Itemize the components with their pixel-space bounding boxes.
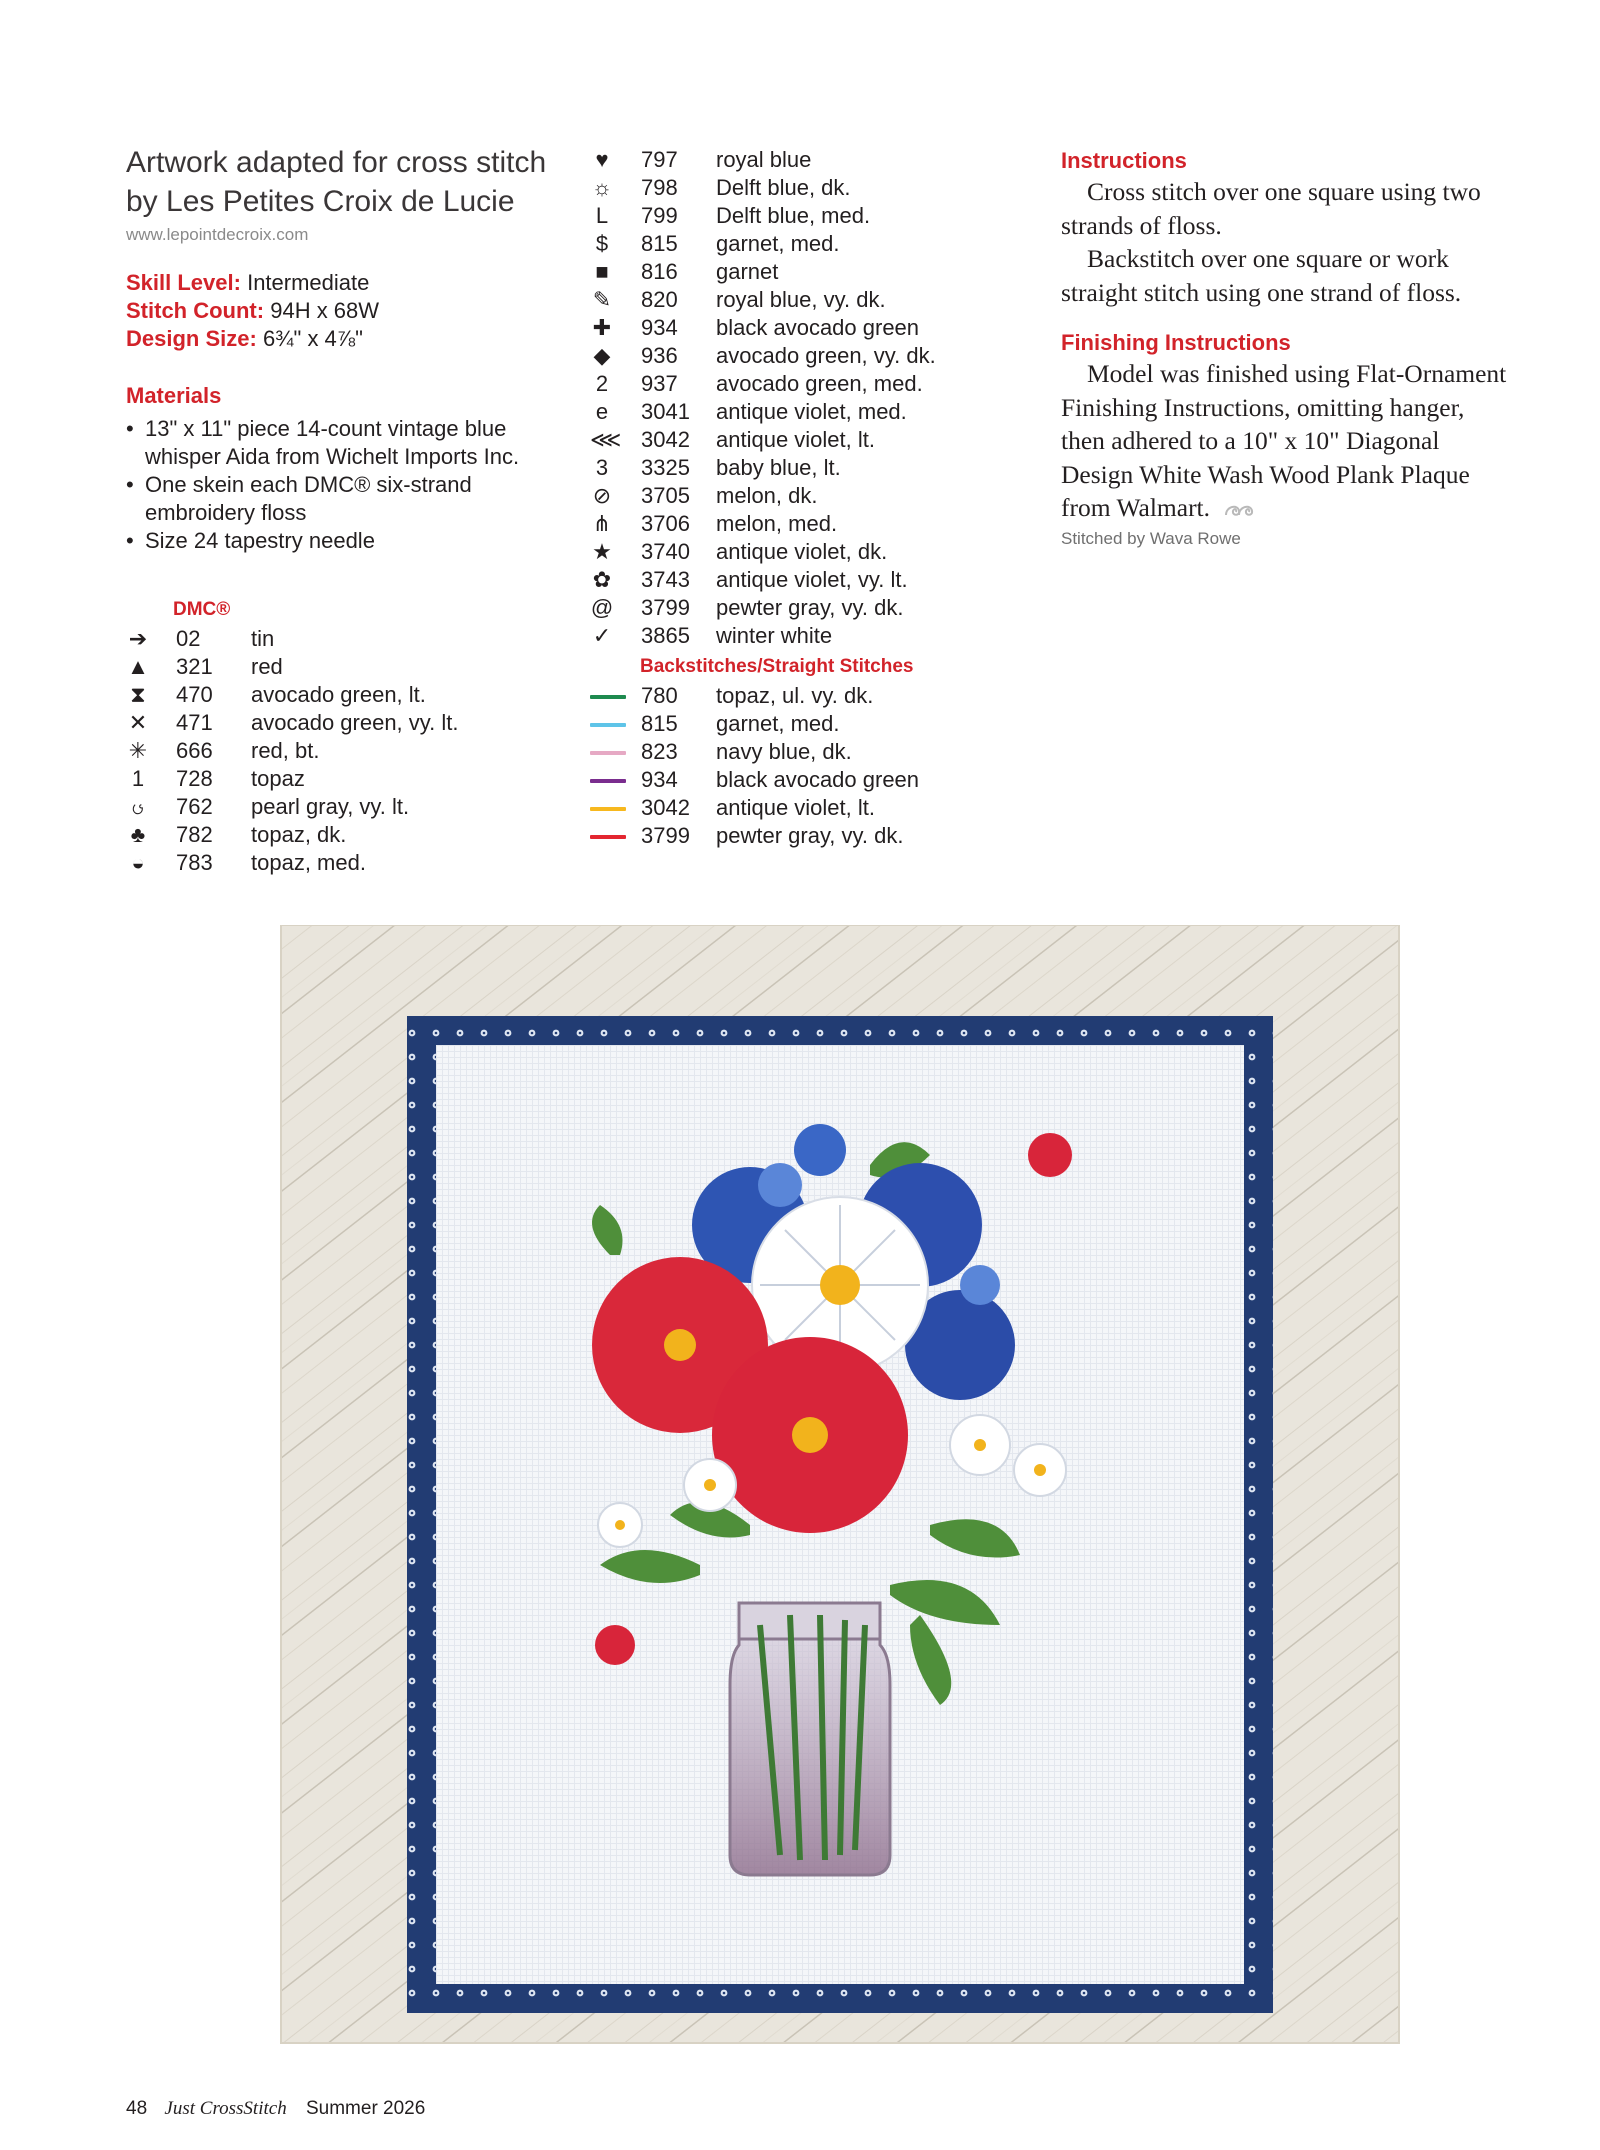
- stitch-symbol-icon: 2: [595, 371, 609, 396]
- materials-item: • 13" x 11" piece 14-count vintage blue whisper Aida from Wichelt Imports Inc.: [126, 415, 566, 471]
- color-name: tin: [251, 626, 275, 651]
- end-mark-icon: [1222, 500, 1256, 520]
- credits-column: [126, 143, 566, 877]
- dmc-number: 782: [176, 822, 213, 847]
- key-row: [590, 566, 990, 594]
- key-row: [126, 821, 566, 849]
- color-name: pearl gray, vy. lt.: [251, 794, 410, 819]
- color-name: avocado green, med.: [716, 371, 923, 396]
- key-row: [590, 482, 990, 510]
- stitch-symbol-icon: ▲: [127, 654, 149, 679]
- stitch-count-value: 94H x 68W: [270, 298, 380, 323]
- backstitch-row: [590, 822, 990, 850]
- design-size-value: 6¾" x 4⅞": [262, 326, 363, 351]
- backstitch-row: [590, 794, 990, 822]
- stitch-symbol-icon: @: [590, 595, 614, 620]
- dmc-number: 3042: [641, 795, 690, 820]
- backstitch-heading: Backstitches/Straight Stitches: [640, 656, 914, 677]
- instructions-text-2: Backstitch over one square or work straight stitch using one strand of floss.: [1061, 244, 1462, 307]
- key-row: [590, 370, 990, 398]
- design-specs: [126, 269, 566, 353]
- dmc-number: 3705: [641, 483, 690, 508]
- key-row: [590, 510, 990, 538]
- skill-level-label: Skill Level:: [126, 270, 241, 295]
- stitch-symbol-icon: ✿: [592, 567, 612, 592]
- line-color-swatch: [590, 751, 626, 755]
- dmc-number: 3041: [641, 399, 690, 424]
- color-name: avocado green, vy. dk.: [716, 343, 936, 368]
- dmc-number: 780: [641, 683, 678, 708]
- stitch-symbol-icon: ■: [595, 259, 609, 284]
- color-name: black avocado green: [716, 315, 920, 340]
- key-row: [590, 230, 990, 258]
- stitch-symbol-icon: ⋔: [592, 511, 612, 536]
- stitch-symbol-icon: $: [595, 231, 609, 256]
- stitch-symbol-icon: ⊘: [592, 483, 612, 508]
- key-row: [126, 625, 566, 653]
- dmc-number: 470: [176, 682, 213, 707]
- finishing-text: Model was finished using Flat-Ornament Finishing Instructions, omitting hanger, then adhered to a 10" x 10" Diagonal Design White Wash Wood Plank Plaque from Walmart.: [1061, 359, 1507, 522]
- color-name: pewter gray, vy. dk.: [716, 595, 904, 620]
- color-name: Delft blue, med.: [716, 203, 871, 228]
- instructions-heading: Instructions: [1061, 148, 1187, 173]
- key-row: [590, 454, 990, 482]
- color-name: topaz, ul. vy. dk.: [716, 683, 874, 708]
- dmc-number: 816: [641, 259, 678, 284]
- color-name: antique violet, med.: [716, 399, 907, 424]
- artwork-credit-line1: Artwork adapted for cross stitch: [126, 146, 547, 179]
- skill-level-value: Intermediate: [247, 270, 370, 295]
- key-row: [590, 314, 990, 342]
- page-footer: [126, 2098, 425, 2120]
- dmc-number: 3743: [641, 567, 690, 592]
- line-color-swatch: [590, 723, 626, 727]
- stitch-symbol-icon: ◒: [131, 850, 145, 875]
- stitch-symbol-icon: 1: [131, 766, 145, 791]
- color-name: antique violet, lt.: [716, 795, 875, 820]
- color-name: topaz, med.: [251, 850, 366, 875]
- materials-item: • One skein each DMC® six-strand embroidery floss: [126, 471, 566, 527]
- stitch-count-label: Stitch Count:: [126, 298, 265, 323]
- key-row: [590, 202, 990, 230]
- instructions-text-1: Cross stitch over one square using two strands of floss.: [1061, 177, 1481, 240]
- stitch-symbol-icon: ★: [592, 539, 612, 564]
- backstitch-row: [590, 738, 990, 766]
- stitch-symbol-icon: L: [595, 203, 609, 228]
- color-name: pewter gray, vy. dk.: [716, 823, 904, 848]
- backstitch-list: [590, 682, 990, 850]
- color-name: topaz: [251, 766, 305, 791]
- key-row: [590, 622, 990, 650]
- color-name: avocado green, vy. lt.: [251, 710, 459, 735]
- color-name: baby blue, lt.: [716, 455, 841, 480]
- stitch-symbol-icon: ⋘: [590, 427, 622, 452]
- stitch-symbol-icon: 3: [595, 455, 609, 480]
- mason-jar: [730, 1603, 890, 1875]
- finishing-paragraph: [1061, 357, 1511, 525]
- stitch-symbol-icon: ➔: [128, 626, 148, 651]
- stitch-symbol-icon: ✚: [592, 315, 612, 340]
- backstitch-row: [590, 710, 990, 738]
- key-row: [590, 174, 990, 202]
- line-color-swatch: [590, 835, 626, 839]
- dmc-number: 3706: [641, 511, 690, 536]
- plaque-illustration: [280, 925, 1400, 2045]
- design-size: [126, 325, 566, 353]
- dmc-number: 823: [641, 739, 678, 764]
- dmc-number: 798: [641, 175, 678, 200]
- color-name: melon, med.: [716, 511, 838, 536]
- color-name: garnet, med.: [716, 711, 840, 736]
- key-row: [590, 286, 990, 314]
- key-row: [126, 737, 566, 765]
- backstitch-row: [590, 766, 990, 794]
- dmc-number: 3865: [641, 623, 690, 648]
- color-name: Delft blue, dk.: [716, 175, 851, 200]
- instructions-column: [1061, 147, 1511, 549]
- key-row: [126, 653, 566, 681]
- color-name: red: [251, 654, 283, 679]
- materials-item: • Size 24 tapestry needle: [126, 527, 566, 555]
- stitch-symbol-icon: ၒ: [131, 794, 145, 819]
- color-name: red, bt.: [251, 738, 320, 763]
- color-name: winter white: [716, 623, 833, 648]
- dmc-number: 820: [641, 287, 678, 312]
- skill-level: [126, 269, 566, 297]
- materials-list: [126, 415, 566, 555]
- stitch-symbol-icon: ♥: [595, 147, 609, 172]
- color-name: black avocado green: [716, 767, 920, 792]
- color-name: royal blue, vy. dk.: [716, 287, 886, 312]
- key-row: [126, 793, 566, 821]
- stitch-symbol-icon: ✕: [128, 710, 148, 735]
- color-name: navy blue, dk.: [716, 739, 852, 764]
- stitch-symbol-icon: ✓: [592, 623, 612, 648]
- line-color-swatch: [590, 807, 626, 811]
- color-name: garnet, med.: [716, 231, 840, 256]
- key-row: [590, 398, 990, 426]
- stitch-symbol-icon: ♣: [130, 822, 146, 847]
- color-name: antique violet, lt.: [716, 427, 875, 452]
- backstitch-row: [590, 682, 990, 710]
- key-row: [126, 709, 566, 737]
- dmc-number: 3325: [641, 455, 690, 480]
- stitch-symbol-icon: ✎: [592, 287, 612, 312]
- dmc-number: 934: [641, 315, 678, 340]
- stitch-count: [126, 297, 566, 325]
- dmc-number: 815: [641, 711, 678, 736]
- key-row: [590, 538, 990, 566]
- color-name: avocado green, lt.: [251, 682, 426, 707]
- line-color-swatch: [590, 695, 626, 699]
- instructions-paragraph-2: [1061, 242, 1511, 309]
- artwork-credit-line2: by Les Petites Croix de Lucie: [126, 185, 515, 218]
- key-row: [126, 849, 566, 877]
- stitched-by-credit: Stitched by Wava Rowe: [1061, 528, 1241, 548]
- stitch-symbol-icon: ✳: [128, 738, 148, 763]
- magazine-name: Just CrossStitch: [164, 2098, 287, 2119]
- color-name: melon, dk.: [716, 483, 818, 508]
- color-name: antique violet, dk.: [716, 539, 888, 564]
- dmc-number: 783: [176, 850, 213, 875]
- issue-date: Summer 2026: [305, 2098, 426, 2119]
- key-row: [590, 594, 990, 622]
- dmc-number: 797: [641, 147, 678, 172]
- key-row: [590, 146, 990, 174]
- line-color-swatch: [590, 779, 626, 783]
- stitch-symbol-icon: e: [595, 399, 609, 424]
- color-name: royal blue: [716, 147, 812, 172]
- color-name: garnet: [716, 259, 779, 284]
- color-key-list-2: [590, 146, 990, 650]
- dmc-number: 937: [641, 371, 678, 396]
- dmc-number: 3042: [641, 427, 690, 452]
- design-size-label: Design Size:: [126, 326, 257, 351]
- key-row: [126, 765, 566, 793]
- materials-heading: Materials: [126, 383, 222, 408]
- finishing-heading: Finishing Instructions: [1061, 330, 1291, 355]
- stitch-symbol-icon: ◆: [593, 343, 611, 368]
- dmc-number: 321: [176, 654, 213, 679]
- dmc-number: 02: [176, 626, 201, 651]
- color-key-list-1: [126, 625, 566, 877]
- dmc-number: 3740: [641, 539, 690, 564]
- dmc-number: 3799: [641, 823, 690, 848]
- finished-piece-photo: [280, 925, 1400, 2045]
- key-row: [126, 681, 566, 709]
- key-row: [590, 342, 990, 370]
- dmc-number: 728: [176, 766, 213, 791]
- dmc-number: 3799: [641, 595, 690, 620]
- page-number: 48: [126, 2098, 148, 2119]
- dmc-key-heading: DMC®: [173, 599, 231, 620]
- dmc-number: 471: [176, 710, 213, 735]
- key-row: [590, 426, 990, 454]
- dmc-number: 815: [641, 231, 678, 256]
- key-row: [590, 258, 990, 286]
- stitch-symbol-icon: ⧗: [130, 682, 146, 707]
- instructions-paragraph-1: [1061, 175, 1511, 242]
- dmc-number: 934: [641, 767, 678, 792]
- color-name: antique violet, vy. lt.: [716, 567, 908, 592]
- dmc-number: 762: [176, 794, 213, 819]
- dmc-number: 666: [176, 738, 213, 763]
- dmc-number: 799: [641, 203, 678, 228]
- dmc-number: 936: [641, 343, 678, 368]
- color-name: topaz, dk.: [251, 822, 347, 847]
- stitch-symbol-icon: ☼: [591, 175, 613, 200]
- color-key-column: [590, 146, 990, 850]
- designer-url[interactable]: www.lepointdecroix.com: [126, 225, 309, 244]
